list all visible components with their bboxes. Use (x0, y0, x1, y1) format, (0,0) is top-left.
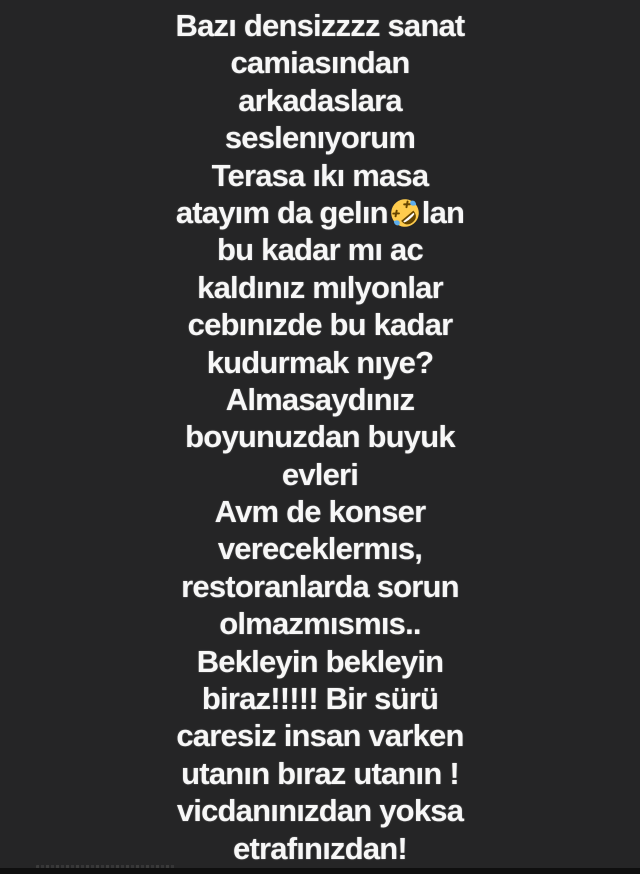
story-text-line: Bazı densizzzz sanat (175, 8, 465, 43)
story-text-line: Almasaydınız (225, 381, 415, 417)
story-text-line: Bekleyin bekleyin (196, 643, 444, 679)
emoji-line-after-text: lan (421, 194, 465, 230)
story-text-line: kudurmak nıye? (206, 344, 434, 380)
story-text-line: camiasından (230, 45, 410, 81)
story-text-line: arkadaslara (238, 82, 402, 118)
bottom-letterbox-bar (0, 868, 640, 874)
story-text-block (0, 7, 640, 867)
story-text-line: boyunuzdan buyuk (185, 419, 455, 455)
story-text-line: cebınızde bu kadar (187, 307, 453, 343)
story-text-line: Terasa ıkı masa (211, 157, 429, 193)
story-text-line: evleri (281, 456, 359, 492)
story-text-line-with-emoji (0, 194, 640, 231)
rofl-emoji-icon (389, 197, 421, 229)
story-text-line: bu kadar mı ac (217, 232, 423, 268)
story-text-line: etrafınızdan! (233, 830, 407, 866)
story-text-line: caresiz insan varken (176, 718, 464, 754)
story-text-line: biraz!!!!! Bir sürü (201, 681, 439, 717)
story-text-line: Avm de konser (214, 494, 426, 530)
emoji-line-before-text: atayım da gelın (175, 194, 388, 230)
story-text-line: vereceklermıs, (217, 531, 423, 567)
story-text-line: seslenıyorum (224, 120, 416, 156)
story-text-line: olmazmısmıs.. (219, 606, 421, 642)
story-text-line: restoranlarda sorun (181, 568, 459, 604)
story-text-line: utanın bıraz utanın ! (181, 755, 459, 791)
story-text-line: vicdanınızdan yoksa (176, 793, 464, 829)
story-text-line: kaldınız mılyonlar (197, 269, 443, 305)
